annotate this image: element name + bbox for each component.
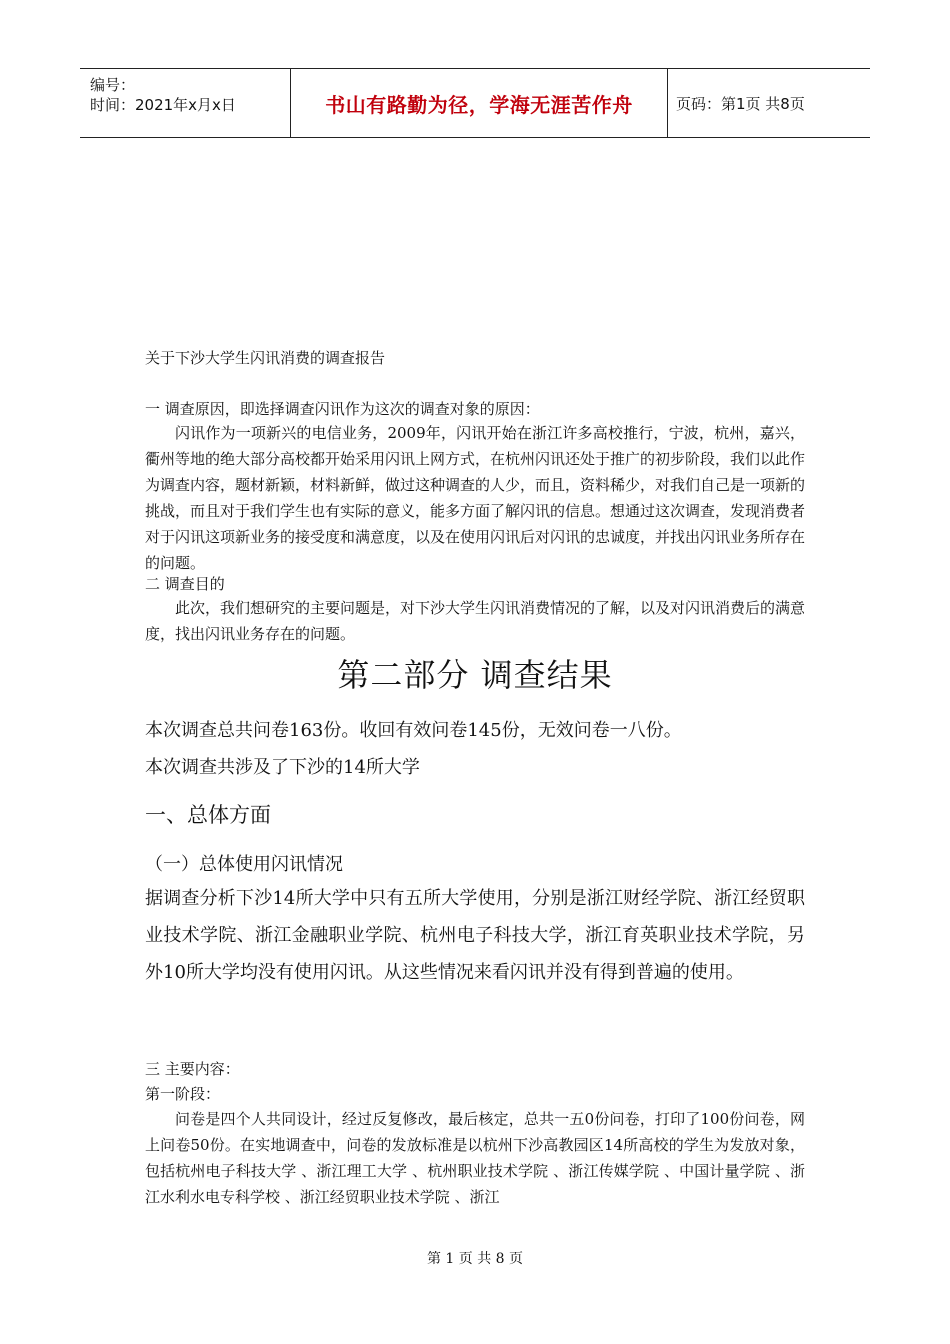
time-label: 时间：2021年x月x日 xyxy=(90,96,236,114)
section1-heading: 一 调查原因，即选择调查闪讯作为这次的调查对象的原因： xyxy=(145,400,540,418)
header-motto-cell xyxy=(290,69,668,137)
section3-heading: 三 主要内容： xyxy=(145,1060,240,1078)
overall-heading: 一、总体方面 xyxy=(145,803,271,827)
section1-paragraph: 闪讯作为一项新兴的电信业务，2009年，闪讯开始在浙江许多高校推行，宁波，杭州，嘉兴，衢州等地的绝大部分高校都开始采用闪讯上网方式，在杭州闪讯还处于推广的初步阶段，我们以此作为调查内容，题材新颖，材料新鲜，做过这种调查的人少，而且，资料稀少，对我们自己是一项新的挑战，而且对于我们学生也有实际的意义，能多方面了解闪讯的信息。想通过这次调查，发现消费者对于闪讯这项新业务的接受度和满意度，以及在使用闪讯后对闪讯的忠诚度，并找出闪讯业务所存在的问题。 xyxy=(145,424,806,572)
section2-paragraph: 此次，我们想研究的主要问题是，对下沙大学生闪讯消费情况的了解，以及对闪讯消费后的满意度，找出闪讯业务存在的问题。 xyxy=(145,599,806,643)
survey-line1: 本次调查总共问卷163份。收回有效问卷145份，无效问卷一八份。 xyxy=(145,720,682,741)
page-footer: 第 1 页 共 8 页 xyxy=(426,1251,524,1267)
stage1-label: 第一阶段： xyxy=(145,1085,221,1103)
header-table xyxy=(80,68,870,138)
section2-body xyxy=(145,595,805,647)
header-page-info: 页码：第1页 共8页 xyxy=(676,94,805,113)
part2-title: 第二部分 调查结果 xyxy=(337,656,613,694)
section1-body xyxy=(145,420,805,576)
motto-text: 书山有路勤为径，学海无涯苦作舟 xyxy=(325,92,633,117)
section2-heading: 二 调查目的 xyxy=(145,575,225,593)
overall-subheading: （一）总体使用闪讯情况 xyxy=(145,854,343,875)
survey-line2: 本次调查共涉及了下沙的14所大学 xyxy=(145,757,420,778)
stage1-body xyxy=(145,1106,805,1210)
header-left-cell xyxy=(80,69,290,137)
number-label: 编号： xyxy=(90,76,136,94)
report-title: 关于下沙大学生闪讯消费的调查报告 xyxy=(145,349,386,367)
stage1-paragraph: 问卷是四个人共同设计，经过反复修改，最后核定，总共一五0份问卷，打印了100份问卷，网上问卷50份。在实地调查中，问卷的发放标准是以杭州下沙高教园区14所高校的学生为发放对象，包括杭州电子科技大学 、浙江理工大学 、杭州职业技术学院 、浙江传媒学院 、中国计量学院 、浙江水利水电专科学校 、浙江经贸职业技术学院 、浙江 xyxy=(145,1110,805,1206)
overall-body: 据调查分析下沙14所大学中只有五所大学使用，分别是浙江财经学院、浙江经贸职业技术学院、浙江金融职业学院、杭州电子科技大学，浙江育英职业技术学院，另外10所大学均没有使用闪讯。从这些情况来看闪讯并没有得到普遍的使用。 xyxy=(145,888,805,983)
